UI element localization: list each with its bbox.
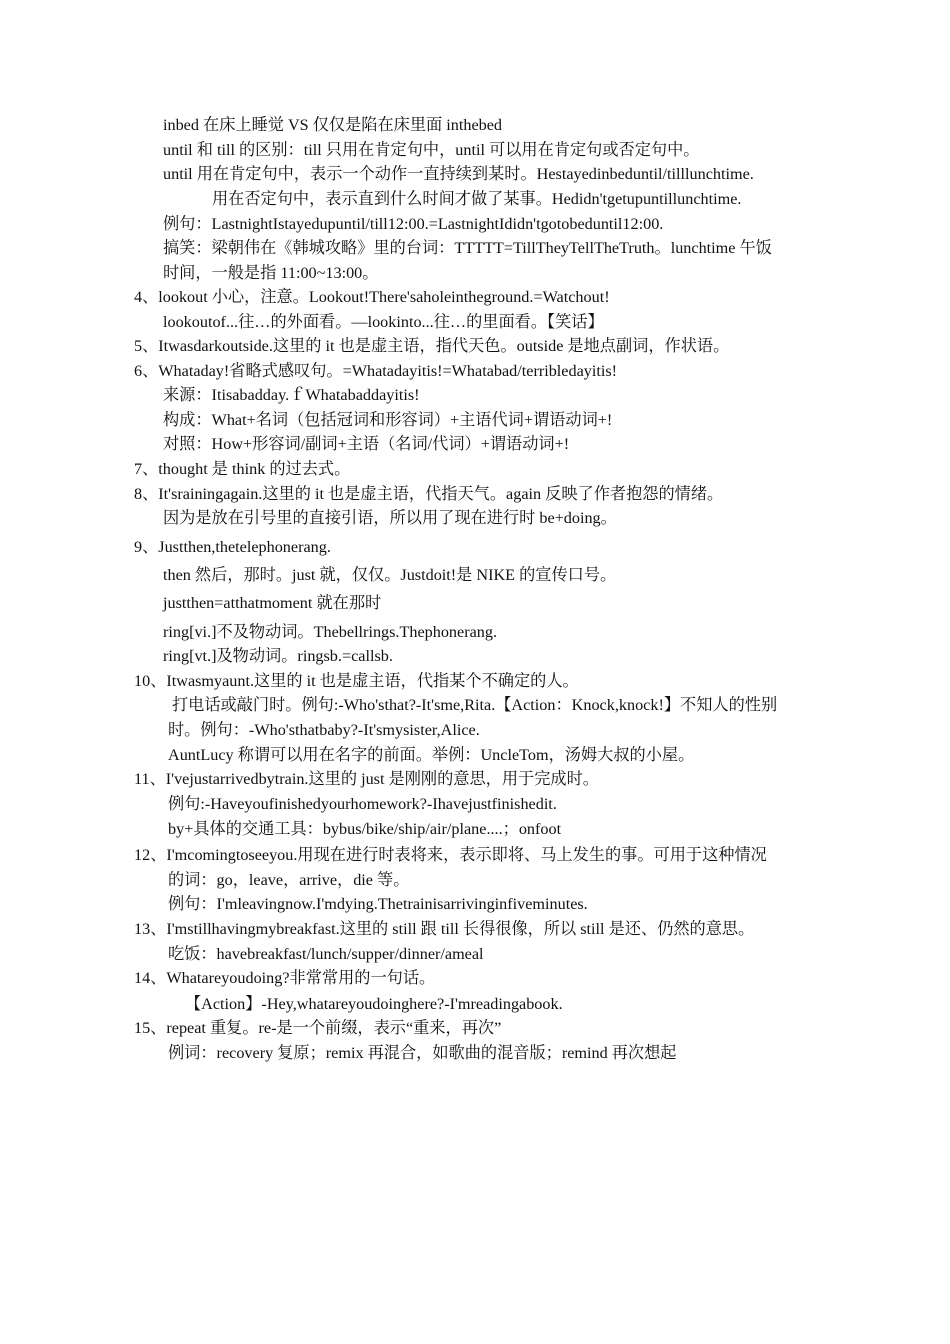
- text-line-ring-vi: ring[vi.]不及物动词。Thebellrings.Thephonerang.: [163, 623, 498, 641]
- text-line-action: 【Action】-Hey,whatareyoudoinghere?-I'mreadingabook.: [185, 995, 563, 1013]
- text-line-until-affirmative: until 用在肯定句中，表示一个动作一直持续到某时。Hestayedinbeduntil/tilllunchtime.: [163, 165, 754, 183]
- item-5: 5、Itwasdarkoutside.这里的 it 也是虚主语，指代天色。outside 是地点副词，作状语。: [134, 337, 730, 355]
- text-line-until-negative: 用在否定句中，表示直到什么时间才做了某事。Hedidn'tgetupuntillunchtime.: [212, 190, 742, 208]
- text-line-joke: 搞笑：梁朝伟在《韩城攻略》里的台词：TTTTT=TillTheyTellTheTruth。lunchtime 午饭: [163, 239, 772, 257]
- text-line-contrast: 对照：How+形容词/副词+主语（名词/代词）+谓语动词+!: [163, 435, 570, 453]
- text-line-leaving: 例句：I'mleavingnow.I'mdying.Thetrainisarrivinginfiveminutes.: [168, 895, 588, 913]
- text-line-re-words: 例词：recovery 复原；remix 再混合，如歌曲的混音版；remind 再次想起: [168, 1044, 677, 1062]
- item-6: 6、Whataday!省略式感叹句。=Whatadayitis!=Whatabad/terribledayitis!: [134, 362, 618, 380]
- item-4: 4、lookout 小心，注意。Lookout!There'saholeintheground.=Watchout!: [134, 288, 610, 306]
- text-line-until-example: 例句：LastnightIstayedupuntil/till12:00.=LastnightIdidn'tgotobeduntil12:00.: [163, 215, 664, 233]
- text-line-meals: 吃饭：havebreakfast/lunch/supper/dinner/ameal: [168, 945, 484, 963]
- item-14: 14、Whatareyoudoing?非常常用的一句话。: [134, 969, 436, 987]
- item-7: 7、thought 是 think 的过去式。: [134, 460, 351, 478]
- text-line-source: 来源：Itisabadday.ｆWhatabaddayitis!: [163, 386, 420, 404]
- text-line-until-till: until 和 till 的区别：till 只用在肯定句中，until 可以用在肯定句或否定句中。: [163, 141, 700, 159]
- text-line-ring-vt: ring[vt.]及物动词。ringsb.=callsb.: [163, 647, 393, 665]
- item-15: 15、repeat 重复。re-是一个前缀，表示“重来，再次”: [134, 1019, 502, 1037]
- text-line-gender: 时。例句：-Who'sthatbaby?-It'smysister,Alice.: [168, 721, 480, 739]
- item-9: 9、Justthen,thetelephonerang.: [134, 538, 331, 556]
- text-line-inbed: inbed 在床上睡觉 VS 仅仅是陷在床里面 inthebed: [163, 116, 503, 134]
- item-10: 10、Itwasmyaunt.这里的 it 也是虚主语，代指某个不确定的人。: [134, 672, 579, 690]
- text-line-lunchtime: 时间，一般是指 11:00~13:00。: [163, 264, 379, 282]
- text-line-lookoutof: lookoutof...往…的外面看。—lookinto...往…的里面看。【笑话】: [163, 313, 604, 331]
- item-13: 13、I'mstillhavingmybreakfast.这里的 still 跟 till 长得很像，所以 still 是还、仍然的意思。: [134, 920, 755, 938]
- item-8: 8、It'srainingagain.这里的 it 也是虚主语，代指天气。again 反映了作者抱怨的情绪。: [134, 485, 724, 503]
- text-line-then-just: then 然后，那时。just 就，仅仅。Justdoit!是 NIKE 的宣传口号。: [163, 566, 617, 584]
- text-line-justthen: justthen=atthatmoment 就在那时: [163, 594, 382, 612]
- text-line-structure: 构成：What+名词（包括冠词和形容词）+主语代词+谓语动词+!: [163, 411, 613, 429]
- text-line-homework: 例句:-Haveyoufinishedyourhomework?-Ihavejustfinishedit.: [168, 795, 557, 813]
- text-line-transport: by+具体的交通工具：bybus/bike/ship/air/plane....；onfoot: [168, 820, 562, 838]
- item-12: 12、I'mcomingtoseeyou.用现在进行时表将来，表示即将、马上发生的事。可用于这种情况: [134, 846, 767, 864]
- text-line-verbs: 的词：go，leave，arrive，die 等。: [168, 871, 410, 889]
- text-line-phone-door: 打电话或敲门时。例句:-Who'sthat?-It'sme,Rita.【Action：Knock,knock!】不知人的性别: [172, 696, 778, 714]
- item-11: 11、I'vejustarrivedbytrain.这里的 just 是刚刚的意思，用于完成时。: [134, 770, 599, 788]
- text-line-direct-speech: 因为是放在引号里的直接引语，所以用了现在进行时 be+doing。: [163, 509, 617, 527]
- text-line-auntlucy: AuntLucy 称谓可以用在名字的前面。举例：UncleTom，汤姆大叔的小屋。: [168, 746, 695, 764]
